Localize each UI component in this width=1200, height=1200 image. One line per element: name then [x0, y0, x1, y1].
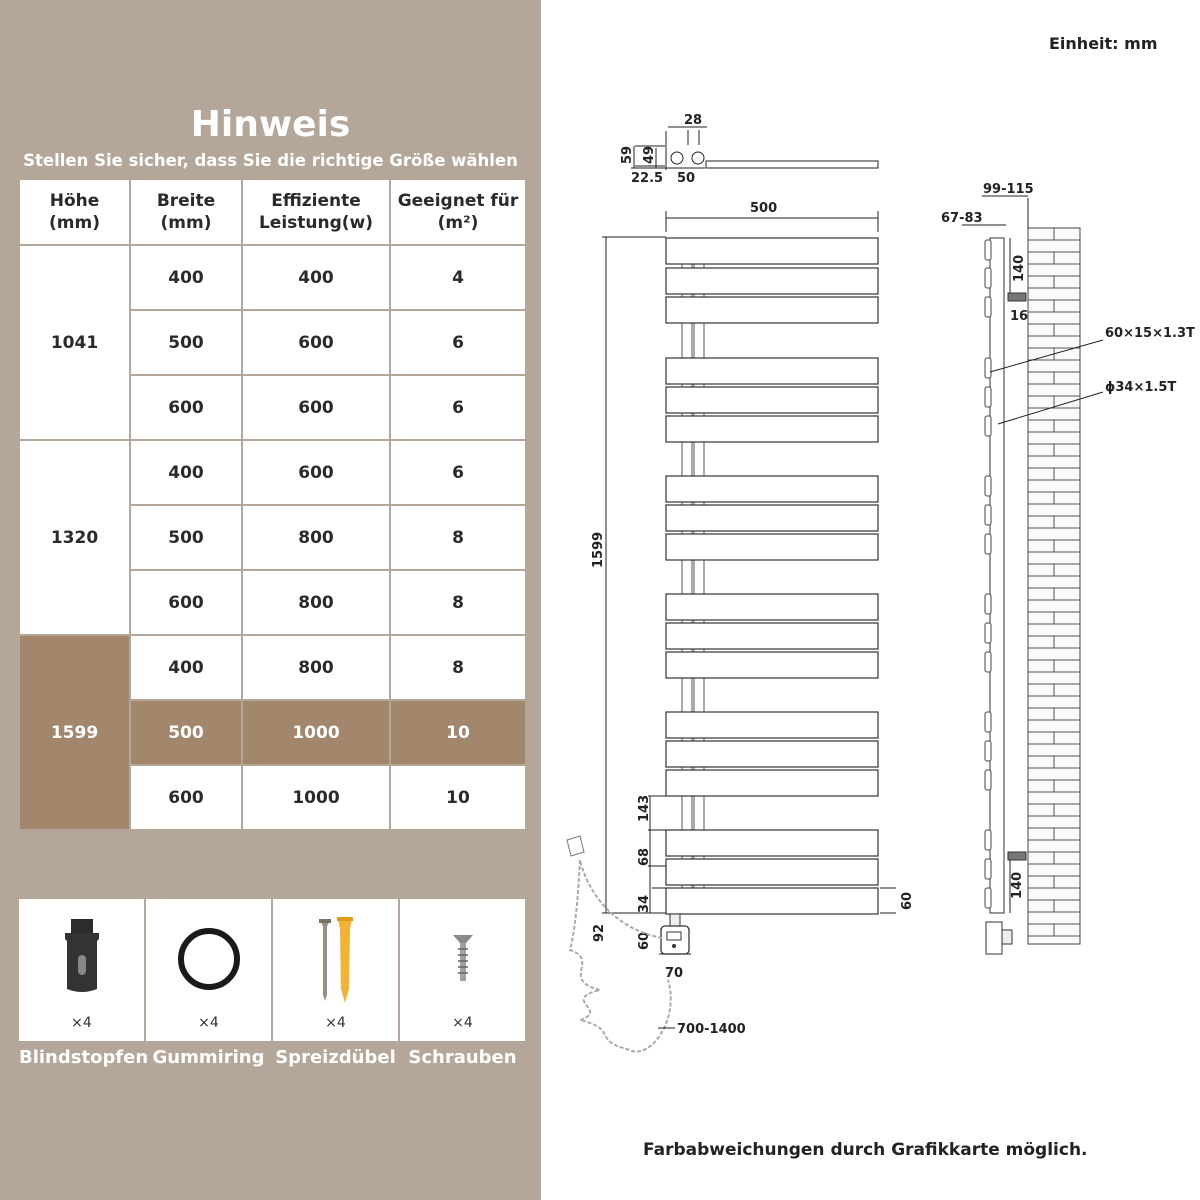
table-header-row: [19, 179, 526, 245]
area-cell: 8: [390, 570, 526, 635]
dim-143: 143: [637, 794, 652, 822]
dim-50: 50: [677, 171, 696, 186]
dim-140-bottom: 140: [1010, 871, 1025, 899]
power-cell: 600: [242, 440, 390, 505]
rubber-ring-icon: [146, 899, 271, 1009]
power-cell: 800: [242, 635, 390, 700]
wall-plug-icon: [273, 899, 398, 1009]
accessory-label: Gummiring: [152, 1047, 265, 1068]
dim-34: 34: [637, 894, 652, 913]
dim-side-depth: 99-115: [983, 182, 1034, 197]
dim-16: 16: [1010, 309, 1029, 324]
header-width: Breite (mm): [130, 179, 242, 245]
dim-59: 59: [620, 145, 635, 164]
wall-bricks: [1028, 228, 1080, 944]
side-view: [941, 182, 1195, 954]
front-view: [567, 201, 915, 1052]
power-cell: 800: [242, 570, 390, 635]
accessory-card-spreizduebel: [273, 899, 398, 1041]
header-height: Höhe (mm): [19, 179, 130, 245]
area-cell: 6: [390, 375, 526, 440]
power-cell: 1000: [242, 700, 390, 765]
power-cell: 600: [242, 375, 390, 440]
accessory-label: Schrauben: [408, 1047, 517, 1068]
width-cell: 400: [130, 635, 242, 700]
dim-round-tube: ϕ34×1.5T: [1105, 380, 1177, 395]
area-cell: 10: [390, 700, 526, 765]
width-cell: 500: [130, 505, 242, 570]
accessory-label: Blindstopfen: [19, 1047, 149, 1068]
accessory-label: Spreizdübel: [275, 1047, 396, 1068]
power-cell: 400: [242, 245, 390, 310]
width-cell: 500: [130, 310, 242, 375]
dim-side-wall: 67-83: [941, 211, 983, 226]
dim-22-5: 22.5: [631, 171, 664, 186]
height-cell: 1320: [19, 440, 130, 635]
width-cell: 600: [130, 570, 242, 635]
width-cell: 600: [130, 375, 242, 440]
side-thermostat-icon: [986, 922, 1002, 954]
page-title: Hinweis: [190, 104, 351, 145]
spiral-cable: [570, 860, 671, 1052]
width-cell: 400: [130, 245, 242, 310]
dim-49: 49: [642, 145, 657, 164]
height-cell: 1041: [19, 245, 130, 440]
area-cell: 4: [390, 245, 526, 310]
plug-icon: [567, 836, 584, 856]
width-cell: 600: [130, 765, 242, 830]
accessory-card-schrauben: [400, 899, 525, 1041]
power-cell: 600: [242, 310, 390, 375]
table-row: [19, 440, 526, 505]
accessory-count: ×4: [452, 1015, 473, 1031]
dim-28: 28: [684, 113, 703, 128]
area-cell: 8: [390, 505, 526, 570]
footer-note: Farbabweichungen durch Grafikkarte möglich.: [643, 1140, 1088, 1160]
accessory-card-blindstopfen: [19, 899, 144, 1041]
accessory-count: ×4: [325, 1015, 346, 1031]
dim-height-1599: 1599: [591, 531, 606, 568]
radiator-bars: [666, 238, 878, 914]
dim-68: 68: [637, 847, 652, 866]
power-cell: 800: [242, 505, 390, 570]
width-cell: 500: [130, 700, 242, 765]
size-table: [18, 178, 527, 831]
power-cell: 1000: [242, 765, 390, 830]
accessory-count: ×4: [198, 1015, 219, 1031]
top-detail-view: [620, 113, 878, 186]
technical-drawing: [541, 0, 1200, 1120]
dim-60-left: 60: [637, 931, 652, 950]
area-cell: 8: [390, 635, 526, 700]
dim-140-top: 140: [1012, 254, 1027, 282]
dim-width-500: 500: [750, 201, 778, 216]
table-row: [19, 245, 526, 310]
width-cell: 400: [130, 440, 242, 505]
dim-60-right: 60: [900, 891, 915, 910]
area-cell: 6: [390, 310, 526, 375]
dim-flat-tube: 60×15×1.3T: [1105, 326, 1195, 341]
blind-plug-icon: [19, 899, 144, 1009]
screw-icon: [400, 899, 525, 1009]
area-cell: 10: [390, 765, 526, 830]
unit-label: Einheit: mm: [1049, 34, 1158, 53]
page-subtitle: Stellen Sie sicher, dass Sie die richtige Größe wählen: [23, 151, 518, 170]
height-cell-selected: 1599: [19, 635, 130, 830]
accessory-count: ×4: [71, 1015, 92, 1031]
dim-70: 70: [665, 966, 684, 981]
dim-cable: 700-1400: [677, 1022, 746, 1037]
header-area: Geeignet für (m²): [390, 179, 526, 245]
header-power: Effiziente Leistung(w): [242, 179, 390, 245]
table-row: [19, 635, 526, 700]
accessory-card-gummiring: [146, 899, 271, 1041]
area-cell: 6: [390, 440, 526, 505]
dim-92: 92: [592, 923, 607, 942]
